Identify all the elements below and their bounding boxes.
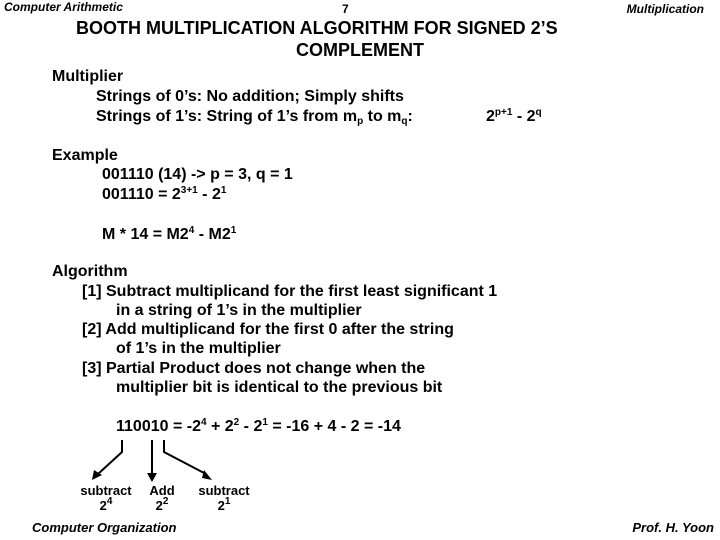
annotation-word: subtract [198, 483, 250, 498]
example-exp-1: 3+1 [180, 185, 198, 196]
equation-mid-1: + 2 [206, 418, 234, 435]
algorithm-step-3-cont: multiplier bit is identical to the previous bit [116, 379, 443, 396]
annotation-add-2 [140, 483, 184, 513]
algorithm-step-3: [3] Partial Product does not change when the [82, 360, 426, 377]
title-line-2: COMPLEMENT [296, 40, 424, 60]
algorithm-step-2: [2] Add multiplicand for the first 0 after the string [82, 321, 454, 338]
header-topic: Multiplication [626, 2, 704, 16]
footer-course: Computer Organization [32, 520, 177, 535]
algorithm-step-2-cont: of 1’s in the multiplier [116, 340, 281, 357]
example-heading: Example [52, 147, 118, 164]
m-line-exp-1: 4 [188, 225, 195, 236]
equation-result: = -16 + 4 - 2 = -14 [267, 418, 401, 435]
annotation-exp: 2 [162, 496, 169, 507]
ones-rule-mid: to m [363, 108, 402, 125]
example-line-2-text: 001110 = 2 [102, 186, 181, 203]
formula-base-b: - 2 [512, 108, 536, 125]
m-line-mid: - M2 [194, 226, 231, 243]
formula-exp-a: p+1 [494, 107, 513, 118]
annotation-power [74, 498, 138, 513]
annotation-word: Add [149, 483, 175, 498]
subscript-q: q [401, 116, 408, 127]
zeros-rule: Strings of 0’s: No addition; Simply shifts [96, 88, 404, 105]
footer-author: Prof. H. Yoon [632, 520, 714, 535]
equation-exp-1: 4 [200, 417, 207, 428]
example-line-1: 001110 (14) -> p = 3, q = 1 [102, 166, 293, 183]
annotation-subtract-1 [192, 483, 256, 513]
example-line-2-mid: - 2 [197, 186, 221, 203]
annotation-exp: 4 [106, 496, 113, 507]
arrowhead-add-2 [147, 473, 157, 482]
ones-rule-text: Strings of 1’s: String of 1’s from m [96, 108, 358, 125]
annotation-power [140, 498, 184, 513]
annotation-exp: 1 [224, 496, 231, 507]
algorithm-step-1: [1] Subtract multiplicand for the first least significant 1 [82, 283, 498, 300]
multiplier-heading: Multiplier [52, 68, 124, 85]
annotation-base: 2 [99, 498, 107, 513]
annotation-base: 2 [217, 498, 225, 513]
equation-exp-3: 1 [262, 417, 268, 428]
algorithm-step-1-cont: in a string of 1’s in the multiplier [116, 302, 362, 319]
arrowhead-subtract-1 [202, 470, 212, 480]
formula-base-a: 2 [486, 108, 495, 125]
annotation-subtract-4 [74, 483, 138, 513]
m-line-text: M * 14 = M2 [102, 226, 189, 243]
equation-mid-2: - 2 [239, 418, 263, 435]
arrow-subtract-4 [98, 440, 122, 474]
annotation-power [192, 498, 256, 513]
equation-text: 110010 = -2 [116, 418, 201, 435]
title-line-1: BOOTH MULTIPLICATION ALGORITHM FOR SIGNED 2’S [76, 18, 558, 38]
page-number: 7 [342, 2, 349, 16]
annotation-base: 2 [155, 498, 163, 513]
equation-exp-2: 2 [233, 417, 240, 428]
formula-exp-b: q [535, 107, 542, 118]
algorithm-heading: Algorithm [52, 263, 128, 280]
m-line-exp-2: 1 [230, 225, 237, 236]
example-exp-2: 1 [220, 185, 227, 196]
ones-rule-colon: : [407, 108, 413, 125]
arrow-subtract-1 [164, 440, 206, 474]
header-course: Computer Arithmetic [4, 0, 123, 14]
subscript-p: p [357, 116, 364, 127]
annotation-word: subtract [80, 483, 132, 498]
